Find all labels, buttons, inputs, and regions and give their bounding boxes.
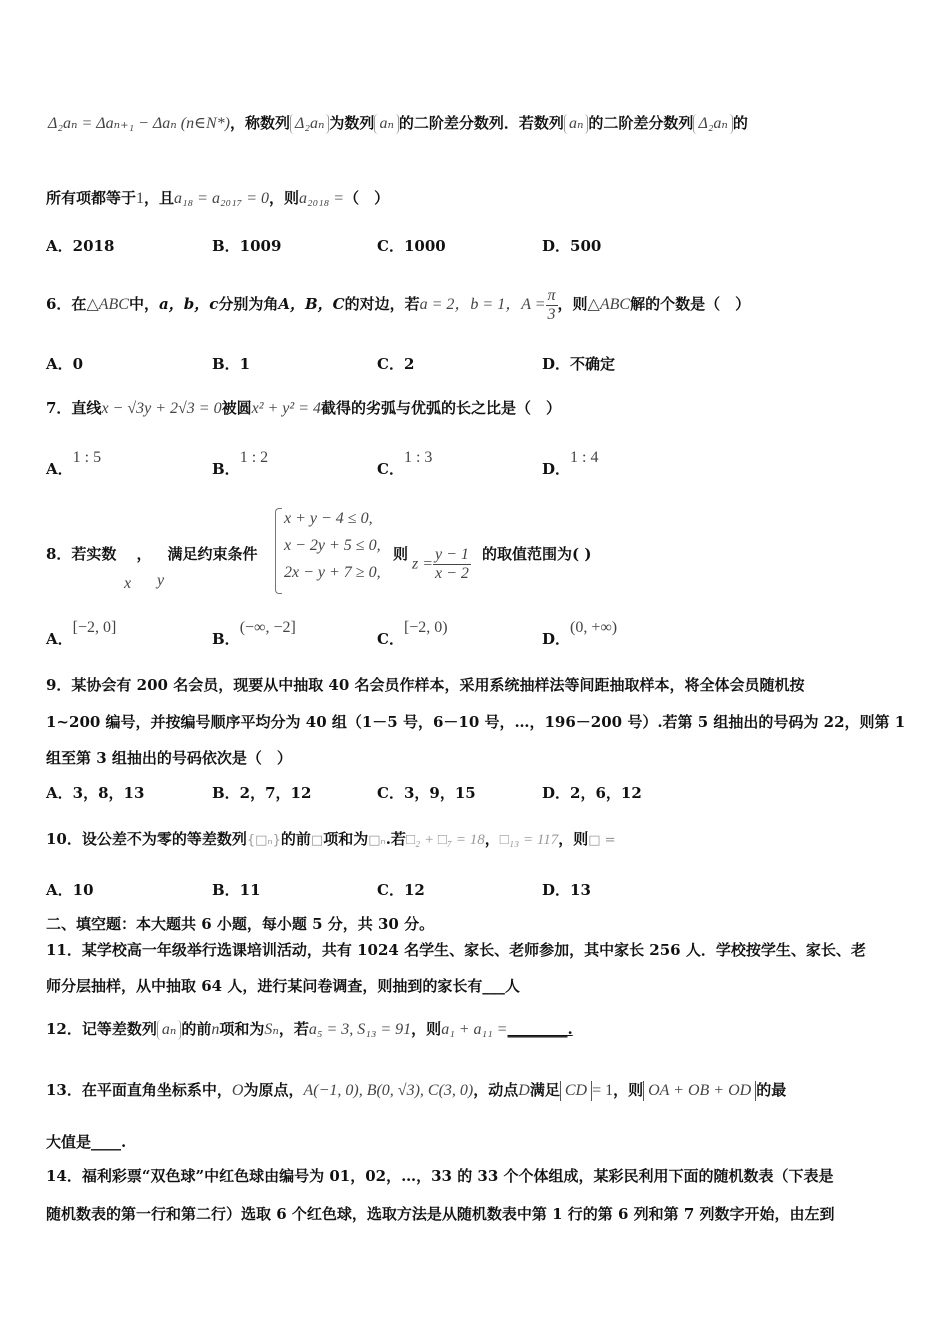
q9-option-b: B．2，7，12 <box>212 784 312 802</box>
q8-constraint-2: x − 2y + 5 ≤ 0, <box>284 537 381 554</box>
q8-option-b: B．(−∞, −2] <box>212 619 296 648</box>
q5-option-c: C．1000 <box>377 237 446 255</box>
q9-line1: 9．某协会有 200 名会员，现要从中抽取 40 名会员作样本，采用系统抽样法等间距抽取样本，将全体会员随机按 <box>46 676 805 694</box>
section-2-heading: 二、填空题：本大题共 6 小题，每小题 5 分，共 30 分。 <box>46 915 435 933</box>
q5-seq-second-diff-2: Δ₂aₙ <box>693 114 732 134</box>
q8-z-fraction: $\frac{y - 1}{x - 2}$ <box>435 546 469 582</box>
q13-points: A(−1, 0), B(0, √3), C(3, 0) <box>303 1082 474 1099</box>
q13-vector-sum: OA + OB + OD <box>643 1081 756 1101</box>
q9-option-c: C．3，9，15 <box>377 784 476 802</box>
q10-option-d: D．13 <box>542 881 591 899</box>
q12-ask: a₁ + a₁₁ = <box>441 1021 508 1038</box>
q7-option-a: A．1 : 5 <box>46 449 102 478</box>
q6-option-c: C．2 <box>377 355 415 373</box>
q5-option-d: D．500 <box>542 237 602 255</box>
q8-var-y: y <box>157 572 165 589</box>
q5-seq-second-diff: Δ₂aₙ <box>290 114 329 134</box>
q8-constraint-1: x + y − 4 ≤ 0, <box>284 510 373 527</box>
q8-option-d: D．(0, +∞) <box>542 619 618 648</box>
q6-option-a: A．0 <box>46 355 84 373</box>
q6-condition: a = 2，b = 1， <box>419 296 522 313</box>
q10-stem: 10．设公差不为零的等差数列{□ₙ}的前□项和为□ₙ.若□₂ + □₇ = 18，□₁₃ = 117，则□ = <box>46 830 616 848</box>
q7-option-c: C．1 : 3 <box>377 449 433 478</box>
q10-condition-1: □₂ + □₇ = 18 <box>405 832 485 848</box>
q13-line2: 大值是____. <box>46 1133 127 1151</box>
q8-constraint-system <box>284 505 381 586</box>
q6-option-d: D．不确定 <box>542 355 616 373</box>
q9-option-a: A．3，8，13 <box>46 784 145 802</box>
q14-line2: 随机数表的第一行和第二行）选取 6 个红色球，选取方法是从随机数表中第 1 行的第 6 列和第 7 列数字开始，由左到 <box>46 1205 835 1223</box>
q9-line3: 组至第 3 组抽出的号码依次是（ ） <box>46 749 292 767</box>
q7-circle-equation: x² + y² = 4 <box>251 400 321 417</box>
q8-ask: 的取值范围为( ) <box>482 545 592 563</box>
q12-condition: a₅ = 3, S₁₃ = 91 <box>308 1021 412 1038</box>
q7-option-b: B．1 : 2 <box>212 449 269 478</box>
q6-stem: 6．在△ABC中，a，b，c分别为角A，B，C的对边，若a = 2，b = 1，A = $\frac{\pi}{3}$ ，则△ABC解的个数是（ ） <box>46 286 751 323</box>
q5-ask: a₂₀₁₈ = <box>299 190 345 207</box>
q6-angle-fraction: $\frac{\pi}{3}$ <box>547 286 556 323</box>
q10-option-b: B．11 <box>212 881 261 899</box>
q5-line1: Δ₂aₙ = Δaₙ₊₁ − Δaₙ (n∈N*)，称数列 Δ₂aₙ 为数列 aₙ 的二阶差分数列．若数列 aₙ 的二阶差分数列 Δ₂aₙ 的 <box>48 114 748 132</box>
q10-ask: □ = <box>588 833 616 848</box>
q13-cd-modulus: CD <box>560 1081 592 1101</box>
q14-line1: 14．福利彩票“双色球”中红色球由编号为 01，02，…，33 的 33 个个体组成，某彩民利用下面的随机数表（下表是 <box>46 1167 834 1185</box>
q5-condition: a₁₈ = a₂₀₁₇ = 0 <box>174 190 269 207</box>
q10-condition-2: □₁₃ = 117 <box>499 832 559 848</box>
q7-option-d: D．1 : 4 <box>542 449 599 478</box>
q8-constraint-brace <box>275 508 282 594</box>
q5-option-a: A．2018 <box>46 237 115 255</box>
q7-stem: 7．直线x − √3y + 2√3 = 0被圆x² + y² = 4截得的劣弧与优弧的长之比是（ ） <box>46 399 562 417</box>
q7-line-equation: x − √3y + 2√3 = 0 <box>101 400 222 417</box>
q8-then: 则 <box>393 545 409 563</box>
q11-line2: 师分层抽样，从中抽取 64 人，进行某问卷调查，则抽到的家长有___人 <box>46 977 520 995</box>
q10-option-a: A．10 <box>46 881 94 899</box>
q10-option-c: C．12 <box>377 881 425 899</box>
q8-option-a: A．[−2, 0] <box>46 619 117 648</box>
q13-stem: 13．在平面直角坐标系中，O为原点，A(−1, 0), B(0, √3), C(3, 0)，动点D满足 CD = 1，则 OA + OB + OD 的最 <box>46 1081 787 1099</box>
q5-seq-an: aₙ <box>374 114 398 134</box>
q8-stem-left: 8．若实数 ， 满足约束条件 <box>46 545 258 563</box>
q12-answer-blank: ________. <box>507 1020 573 1038</box>
q9-option-d: D．2，6，12 <box>542 784 642 802</box>
q5-option-b: B．1009 <box>212 237 282 255</box>
q5-definition-formula: Δ₂aₙ = Δaₙ₊₁ − Δaₙ (n∈N*) <box>48 115 230 132</box>
q8-option-c: C．[−2, 0) <box>377 619 448 648</box>
q8-z-expr: z = $\frac{y - 1}{x - 2}$ <box>412 546 469 582</box>
q8-var-x: x <box>124 575 132 592</box>
q12-stem: 12．记等差数列 aₙ 的前n项和为Sₙ，若a₅ = 3, S₁₃ = 91，则a₁ + a₁₁ =________. <box>46 1020 573 1038</box>
q8-constraint-3: 2x − y + 7 ≥ 0, <box>284 564 381 581</box>
q5-line2: 所有项都等于1，且a₁₈ = a₂₀₁₇ = 0，则a₂₀₁₈ =（ ） <box>46 189 390 207</box>
q11-line1: 11．某学校高一年级举行选课培训活动，共有 1024 名学生、家长、老师参加，其中家长 256 人．学校按学生、家长、老 <box>46 941 866 959</box>
q9-line2: 1~200 编号，并按编号顺序平均分为 40 组（1－5 号，6－10 号，…，196－200 号）.若第 5 组抽出的号码为 22，则第 1 <box>46 713 906 731</box>
q10-seq-glyph: {□ₙ} <box>246 833 281 848</box>
q5-seq-an-2: aₙ <box>564 114 588 134</box>
q6-option-b: B．1 <box>212 355 251 373</box>
